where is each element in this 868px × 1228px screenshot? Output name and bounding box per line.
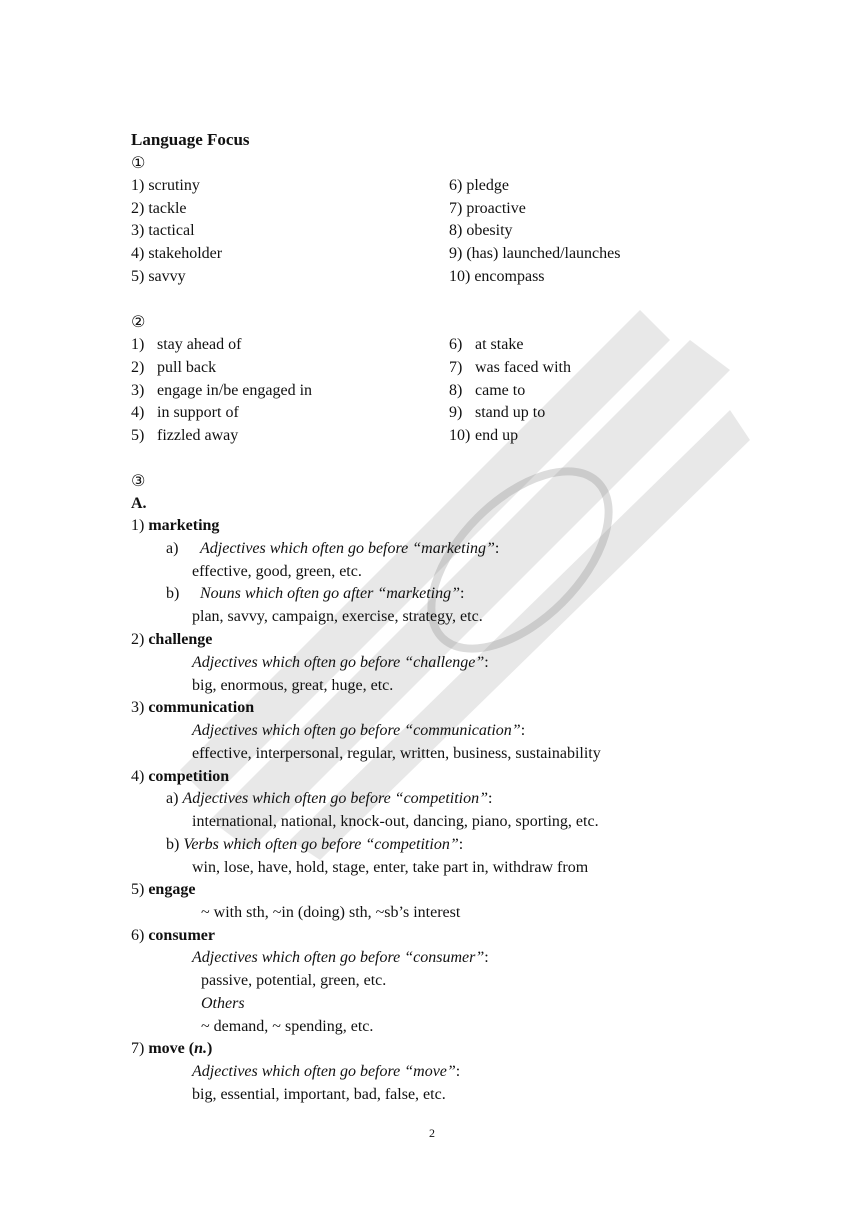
page-number: 2 xyxy=(429,1126,435,1140)
sub-heading: Adjectives which often go before “consumer”: xyxy=(192,949,489,966)
sub-heading: Adjectives which often go before “communication”: xyxy=(192,722,526,739)
collocation-list: ~ with sth, ~in (doing) sth, ~sb’s interest xyxy=(201,904,461,921)
list-item: 4) stakeholder xyxy=(131,245,223,262)
list-item: 4) in support of xyxy=(131,404,239,421)
collocation-list: passive, potential, green, etc. xyxy=(201,972,387,989)
list-item: 6) pledge xyxy=(449,177,509,194)
list-item: 7) was faced with xyxy=(449,359,571,376)
entry-heading-engage: 5) engage xyxy=(131,881,196,898)
list-item: 5) fizzled away xyxy=(131,427,239,444)
section-2-marker: ② xyxy=(131,312,146,331)
entry-heading-competition: 4) competition xyxy=(131,768,230,785)
collocation-list: international, national, knock-out, dancing, piano, sporting, etc. xyxy=(192,813,599,830)
list-item: 3) engage in/be engaged in xyxy=(131,382,313,399)
list-item: 8) obesity xyxy=(449,222,513,239)
entry-heading-move: 7) move (n.) xyxy=(131,1040,213,1057)
sub-heading: Adjectives which often go before “challenge”: xyxy=(192,654,489,671)
collocation-list: win, lose, have, hold, stage, enter, take part in, withdraw from xyxy=(192,859,589,876)
collocation-list: effective, good, green, etc. xyxy=(192,563,362,580)
list-item: 2) tackle xyxy=(131,200,187,217)
sub-heading: Adjectives which often go before “move”: xyxy=(192,1063,461,1080)
entry-heading-challenge: 2) challenge xyxy=(131,631,213,648)
collocation-list: plan, savvy, campaign, exercise, strategy, etc. xyxy=(192,608,483,625)
section-1-marker: ① xyxy=(131,153,146,172)
part-label: A. xyxy=(131,495,147,512)
list-item: 1) scrutiny xyxy=(131,177,200,194)
sub-heading: b) Verbs which often go before “competition”: xyxy=(166,836,464,853)
collocation-list: big, enormous, great, huge, etc. xyxy=(192,677,394,694)
list-item: 10) encompass xyxy=(449,268,545,285)
list-item: 10) end up xyxy=(449,427,519,444)
page-title: Language Focus xyxy=(131,130,250,149)
list-item: 6) at stake xyxy=(449,336,524,353)
sub-heading: a) Adjectives which often go before “competition”: xyxy=(166,790,493,807)
list-item: 9) stand up to xyxy=(449,404,546,421)
collocation-list: big, essential, important, bad, false, etc. xyxy=(192,1086,446,1103)
list-item: 5) savvy xyxy=(131,268,186,285)
entry-heading-marketing: 1) marketing xyxy=(131,517,220,534)
sub-heading: Others xyxy=(201,995,245,1012)
sub-heading: a) Adjectives which often go before “marketing”: xyxy=(166,540,500,557)
section-3-marker: ③ xyxy=(131,471,146,490)
list-item: 2) pull back xyxy=(131,359,217,376)
list-item: 1) stay ahead of xyxy=(131,336,242,353)
entry-heading-communication: 3) communication xyxy=(131,699,255,716)
list-item: 8) came to xyxy=(449,382,526,399)
list-item: 3) tactical xyxy=(131,222,195,239)
list-item: 7) proactive xyxy=(449,200,526,217)
entry-heading-consumer: 6) consumer xyxy=(131,927,215,944)
sub-heading: b) Nouns which often go after “marketing”: xyxy=(166,585,465,602)
collocation-list: effective, interpersonal, regular, written, business, sustainability xyxy=(192,745,601,762)
collocation-list: ~ demand, ~ spending, etc. xyxy=(201,1018,374,1035)
list-item: 9) (has) launched/launches xyxy=(449,245,621,262)
